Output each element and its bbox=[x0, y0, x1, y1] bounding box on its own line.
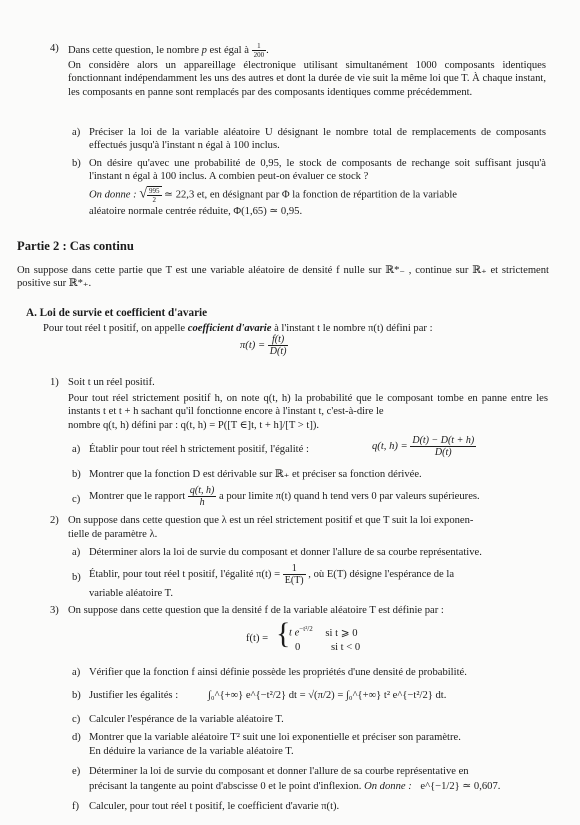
pi-fraction: $\frac{f(t)}{D(t)}$ bbox=[269, 334, 287, 357]
q3b-label: b) bbox=[72, 690, 81, 701]
q3c-label: c) bbox=[72, 714, 81, 725]
q3-case2 bbox=[295, 641, 360, 654]
q3-label: 3) bbox=[50, 605, 59, 616]
q4a-label: a) bbox=[72, 127, 81, 138]
q4-line1-pre: Dans cette question, le nombre bbox=[68, 44, 199, 56]
q2-line1: On suppose dans cette question que λ est un réel strictement positif et que T suit la loi exponen- bbox=[68, 515, 474, 526]
q3a-label: a) bbox=[72, 667, 81, 678]
q1c-line bbox=[89, 485, 480, 508]
q1-line-last: nombre q(t, h) défini par : q(t, h) = P([T ∈]t, t + h]/[T > t]). bbox=[68, 420, 320, 431]
q4-label: 4) bbox=[50, 43, 59, 54]
q3e-line2 bbox=[89, 780, 500, 793]
q2b-line2: variable aléatoire T. bbox=[89, 588, 174, 599]
q2b-fraction: $\frac{1}{E(T)}$ bbox=[284, 563, 304, 586]
q4a-text: Préciser la loi de la variable aléatoire U désignant le nombre total de remplacements de composants effectués jusqu'à l'instant n égal à 100 inclus. bbox=[89, 127, 546, 152]
q1a-text: Établir pour tout réel h strictement positif, l'égalité : bbox=[89, 444, 309, 455]
q1-paragraph: Pour tout réel strictement positif h, on note q(t, h) la probabilité que le composant tombe en panne entre les instants t et t + h sachant qu'il fonctionne encore à l'instant t, c'est-à-dire le bbox=[68, 393, 548, 418]
q4-line1-mid: est égal à bbox=[209, 44, 249, 56]
q4-donne-label: On donne : bbox=[89, 189, 137, 201]
q4-p-fraction: $\frac{1}{200}$ bbox=[253, 42, 265, 59]
q1a-label: a) bbox=[72, 444, 81, 455]
q3b-formula: ∫₀^{+∞} e^{−t²/2} dt = √(π/2) = ∫₀^{+∞} t² e^{−t²/2} dt. bbox=[208, 690, 447, 701]
q3f-label: f) bbox=[72, 801, 80, 812]
q4b-label: b) bbox=[72, 158, 81, 169]
partie2-title: Partie 2 : Cas continu bbox=[17, 239, 134, 253]
q4-donne-line: On donne : √ $\frac{995}{2}$ ≃ 22,3 et, en désignant par Φ la fonction de répartition de la variable bbox=[89, 186, 458, 204]
q1a-fraction: $\frac{D(t) - D(t + h)}{D(t)}$ bbox=[412, 435, 475, 458]
q1c-post: a pour limite π(t) quand h tend vers 0 par valeurs supérieures. bbox=[218, 490, 480, 502]
q3-line1: On suppose dans cette question que la densité f de la variable aléatoire T est définie par : bbox=[68, 605, 444, 616]
q4-sqrt-fraction: $\frac{995}{2}$ bbox=[149, 187, 160, 204]
q3-case1-exp: −t²/2 bbox=[299, 625, 313, 633]
q3e-value: e^{−1/2} ≃ 0,607. bbox=[420, 781, 501, 792]
q4-donne-rest: ≃ 22,3 et, en désignant par Φ la fonction de répartition de la variable bbox=[164, 189, 458, 201]
q3a-text: Vérifier que la fonction f ainsi définie possède les propriétés d'une densité de probabilité. bbox=[89, 667, 467, 678]
q3d-label: d) bbox=[72, 732, 81, 743]
q3-case2-cond: si t < 0 bbox=[330, 642, 361, 653]
q3e-text: Déterminer la loi de survie du composant et donner l'allure de sa courbe représentative en bbox=[89, 766, 469, 777]
q4-line1 bbox=[68, 42, 269, 59]
q3c-text: Calculer l'espérance de la variable aléatoire T. bbox=[89, 714, 284, 725]
q1c-label: c) bbox=[72, 494, 81, 505]
q1-label: 1) bbox=[50, 377, 59, 388]
q3d-text: Montrer que la variable aléatoire T² suit une loi exponentielle et préciser son paramètre. bbox=[89, 732, 461, 743]
q3-case1 bbox=[289, 623, 358, 640]
q1b-label: b) bbox=[72, 469, 81, 480]
q3d-line2: En déduire la variance de la variable aléatoire T. bbox=[89, 746, 294, 757]
q1a-formula bbox=[372, 435, 476, 458]
sectionA-intro-post: à l'instant t le nombre π(t) défini par : bbox=[274, 323, 433, 334]
q3-case1-cond: si t ⩾ 0 bbox=[325, 627, 358, 639]
q3-case2-val: 0 bbox=[295, 642, 301, 653]
q1c-pre: Montrer que le rapport bbox=[89, 490, 186, 502]
sectionA-intro bbox=[43, 322, 433, 335]
q2b-line bbox=[89, 563, 454, 586]
q2b-post: , où E(T) désigne l'espérance de la bbox=[308, 568, 455, 580]
q2-line2: tielle de paramètre λ. bbox=[68, 529, 158, 540]
q2a-text: Déterminer alors la loi de survie du composant et donner l'allure de sa courbe représentative. bbox=[89, 547, 482, 558]
q4-line1-end: . bbox=[266, 44, 269, 56]
q2b-label: b) bbox=[72, 572, 81, 583]
q3-f-lhs: f(t) = bbox=[246, 633, 269, 644]
q1c-fraction: $\frac{q(t, h)}{h}$ bbox=[189, 485, 215, 508]
q1-line1: Soit t un réel positif. bbox=[68, 377, 155, 388]
pi-formula-lhs: π(t) = bbox=[240, 339, 266, 351]
q2b-pre: Établir, pour tout réel t positif, l'égalité π(t) = bbox=[89, 568, 281, 580]
q3b-text: Justifier les égalités : bbox=[89, 690, 179, 701]
q2a-label: a) bbox=[72, 547, 81, 558]
q2-label: 2) bbox=[50, 515, 59, 526]
partie2-intro: On suppose dans cette partie que T est une variable aléatoire de densité f nulle sur ℝ*₋ , continue sur ℝ₊ et strictement positive sur ℝ*₊. bbox=[17, 265, 549, 290]
q3e-label: e) bbox=[72, 766, 81, 777]
q1b-text: Montrer que la fonction D est dérivable sur ℝ₊ et préciser sa fonction dérivée. bbox=[89, 469, 422, 480]
q4-p-var: p bbox=[201, 44, 207, 56]
q3e-line2-pre: précisant la tangente au point d'abscisse 0 et le point d'inflexion. bbox=[89, 781, 362, 792]
q3-case1-val: t e bbox=[289, 627, 300, 639]
sectionA-intro-pre: Pour tout réel t positif, on appelle bbox=[43, 323, 186, 334]
q3e-donne: On donne : bbox=[364, 781, 412, 792]
pi-definition bbox=[240, 334, 288, 357]
sectionA-intro-emph: coefficient d'avarie bbox=[187, 323, 272, 334]
q1a-lhs: q(t, h) = bbox=[372, 440, 408, 452]
q4-paragraph: On considère alors un appareillage électronique utilisant simultanément 1000 composants identiques fonctionnant indépendamment les uns des autres et dont la durée de vie suit la même loi que T. À chaque instant, les composants en panne sont remplacés par des composants identiques comme précédemment. bbox=[68, 60, 546, 98]
q4b-text: On désire qu'avec une probabilité de 0,95, le stock de composants de rechange soit suffisant jusqu'à l'instant n égal à 100 inclus. A combien peut-on évaluer ce stock ? bbox=[89, 158, 546, 183]
sectionA-title: A. Loi de survie et coefficient d'avarie bbox=[26, 307, 208, 319]
q4-donne-line2: aléatoire normale centrée réduite, Φ(1,65) ≃ 0,95. bbox=[89, 206, 303, 217]
q3-brace: { bbox=[276, 617, 291, 650]
q3f-text: Calculer, pour tout réel t positif, le coefficient d'avarie π(t). bbox=[89, 801, 340, 812]
